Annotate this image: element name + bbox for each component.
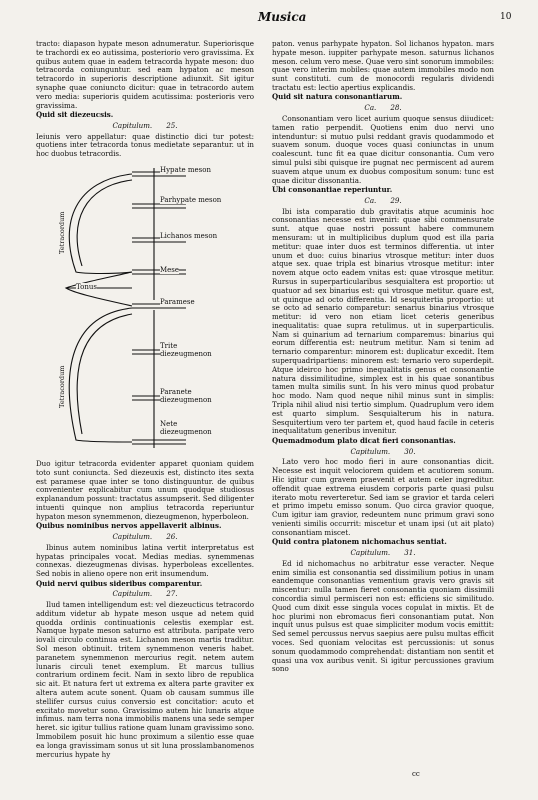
chapter-label (272, 104, 494, 113)
section-heading: Quemadmodum plato dicat fieri consonantias. (272, 435, 456, 445)
label-paramese: Paramese (160, 297, 195, 306)
label-lower-tetracordum: Tetracordum (58, 365, 66, 408)
paragraph: Lato vero hoc modo fieri in aure consonantias dicit. Necesse est inquit velociorem quidem et acutiorem sonum. Hic igitur cum gravem praevenit et autem celer ingreditur. offendit quae extrema eiusdem corporis parte quasi pulsu iterato motu reverteretur. Sed iam se gravior et tarda celeri et primo impetu emisso sonum. Quo circa gravior quoque, Cum igitur iam gravior, redeuntem nunc primum gravi sono venienti similis occurrit: miscetur et unam ipsi (ut ait plato) consonantiam miscet. (272, 457, 494, 537)
section-heading: Ubi consonantiae reperiuntur. (272, 184, 393, 194)
chapter-label (36, 533, 254, 542)
label-mese: Mese (160, 265, 180, 274)
paragraph: tracto: diapason hypate meson adnumeratur. Superiorisque te trachordi ex eo autissima, posteriorio vero gravissima. Ex quibus autem quae in eadem tetracorda hypate meson: duo tetracorda coniunguntur. sed eam hypaton ac meson tetracordo in superioris descriptione adiunxit. Sit igitur synaphe quae coniuncto dicitur: quae in tetracordo autem vero media: superioris quidem acutissima: posterioris vero gravissima. (36, 39, 254, 110)
chapter-label (36, 122, 254, 131)
diagram-lines (36, 162, 254, 454)
chapter-word: Ca. (364, 103, 377, 113)
chapter-number: 25. (166, 120, 178, 130)
paragraph: Ed id nichomachus no arbitratur esse veracter. Neque enim similia est consonantia sed dissimilium potius in unam eandemque consonantias vementium gravis vero gravis sit miscentur: nulla tamen fieret consonantia quoniam dissimili concordia simul permisceri non est: efficiens sic similitudo. Quod cum dixit esse singula voces copulat in mixtis. Et de hoc plurimi non ebromacus fieri consonantiam putat. Non inquit unus pulsus est quae simpliciter modum vocis emittit: Sed semel percussus nervus saepius aere pulsu multas efficit voces. Sed quoniam velocitas est percussionis: ut sonus sonum quodammodo comprehendat: distantiam non sentit et quasi una vox auribus venit. Si igitur percussiones gravium sono (272, 558, 494, 674)
chapter-number: 30. (404, 446, 416, 456)
chapter-label (272, 549, 494, 558)
chapter-word: Capitulum. (350, 446, 391, 456)
signature-mark: cc (412, 770, 420, 778)
section-heading: Quid sit diezeucsis. (36, 109, 114, 119)
right-column (272, 40, 494, 675)
paragraph: paton. venus parhypate hypaton. Sol lichanos hypaton. mars hypate meson. iuppiter parhypate meson. saturnus lichanos meson. celum vero mese. Quae vero sint sonorum immobiles: quae vero interim mobiles: quae autem immobiles modo non sunt constituti. cum de monocordi regularis dividendi tractatu est: lectio apertius explicandis. (272, 39, 494, 92)
paragraph: Ieiunis vero appellatur: quae distinctio dici tur potest: quotiens inter tetracorda tonus medietate separantur. ut in hoc duobus tetracordis. (36, 131, 254, 159)
chapter-number: 28. (390, 103, 402, 113)
left-column (36, 40, 254, 760)
label-paranete-diezeugmenon: Paranete diezeugmenon (160, 388, 228, 404)
label-tonus: Tonus (76, 282, 97, 291)
tetrachord-diagram (36, 162, 254, 454)
paragraph: Ibinus autem nominibus latina vertit interpretatus est hypatas principales vocat. Medias medias. synemmenas connexas. diezeugmenas divisas. hyperboleas excellentes. Sed nobis in alieno opere non erit insumendum. (36, 542, 254, 579)
running-header (0, 8, 538, 30)
chapter-word: Capitulum. (350, 548, 391, 557)
chapter-word: Capitulum. (112, 589, 153, 599)
label-upper-tetracordum: Tetracordum (58, 211, 66, 254)
label-nete-diezeugmenon: Nete diezeugmenon (160, 420, 230, 436)
chapter-word: Ca. (364, 195, 377, 205)
section-heading: Quibus nominibus nervos appellaverit albinus. (36, 521, 222, 531)
chapter-label (36, 590, 254, 599)
paragraph: Consonantiam vero licet aurium quoque sensus diiudicet: tamen ratio perpendit. Quotiens enim duo nervi uno intenduntur: si mutuo pulsi reddant gravis quodammodo et suavem sonum. duoque voces quasi coniunctas in unum coalescunt. tunc fit ea quae dicitur consonantia. Cum vero simul pulsi sibi quisque ire pugnat nec permiscent ad aurem suavem atque unum ex duobus compositum sonum: tunc est quae dicitur dissonantia. (272, 113, 494, 185)
label-parhypate-meson: Parhypate meson (160, 196, 232, 204)
chapter-number: 29. (390, 195, 402, 205)
paragraph: Duo igitur tetracorda evidenter apparet quoniam quidem toto sunt coniuncta. Sed diezeuxis est, distincto ites sexta est paramese quae inter se tono distinguuntur. de quibus convenienter explicabitur cum unum quodque studiosus explanandum possunt: tractatus assumpserit. Sed diligenter intuenti quinque non amplius tetracorda reperiuntur hypaton meson synemmenon, diezeugmenon, hyperboleon. (36, 458, 254, 521)
section-heading: Quid contra platonem nichomachus sentiat. (272, 537, 447, 547)
chapter-word: Capitulum. (112, 120, 153, 130)
paragraph: Ilud tamen intelligendum est: vel diezeucticus tetracordo additum videtur ab hypate meson usque ad netem quid quodda ordinis continuationis celestis exemplar est. Namque hypate meson saturno est attributa. paripate vero iovali circulo continua est. Lichanon meson martis traditur. Sol meson obtinuit. tritem synemmenon veneris habet. paranetem synemmenon mercurius regit. netem autem lunaris circuli tenet exemplum. Et marcus tullius contrarium ordinem fecit. Nam in sexto libro de republica sic ait. Et natura fert ut extrema ex altera parte graviter ex altera autem acute sonent. Quam ob causam summus ille stellifer cursus cuius conversio est concitatior: acuto et excitato movetur sono. Gravissimo autem hic lunaris atque infimus. nam terra nona immobilis manens una sede semper heret. sic igitur tullius ratione quam lunam gravissimo sono. Immobilem posuit hic hunc proximum a silentio esse quae ea longa gravissimam sonus ut sit luna prosslambanomenos mercurius hypate hy (36, 600, 254, 759)
chapter-word: Capitulum. (112, 531, 153, 541)
paragraph: Ibi ista comparatio dub gravitatis atque acuminis hoc consonantias necesse est inveniri: quae sibi commensurate sunt. atque quae nostri possunt habere communem mensuram: ut in multiplicibus duplum quod est illa paria metitur: quae inter duos est terminos differentia. ut inter unum et duo: cuius binarius vtrosque metitur: inter duos atque sex. quae tripla est binarius vtrosque metitur: inter novem atque octo eadem vnitas est: quae vtrosque metitur. Rursus in superparticularibus sesquialtera est proportio: ut quatuor ad sex binarius est: qui vtrosque metitur. quare est, ut quinque ad octo differentia. Id sesquitertia proportio: ut se octo ad senario comparetur: senarius binarius vtrosque metitur: id vero non etiam licet ceteris generibus inequalitatis: quae supra retulimus. ut in superparticulis. Nam si quinarium ad ternarium comparemus: binarius qui eorum differentia est: neutrum metitur. Nam si tenim ad ternario comparentur: minorem est: duplicatur excedit. Item superquadripartiens: minorem est: ternario vero superdepit. Atque ideirco hoc primo inequalitatis genus et consonantie natura dissimilitudine, simplex est in his quae sonantibus tamen multa similis sunt. In his vero minus quod probatur hoc modo. Nam quod neque nihil minus sunt in simplis: Tripla nihil aliud nisi tertio simplum. Quadruplum vero idem est quarto simplum. Sesquialterum his in natura. Sesquitertium vero ter partem et, quod haud facile in ceteris inequalitatum generibus invenitur. (272, 206, 494, 436)
section-heading: Quid sit natura consonantiarum. (272, 92, 403, 102)
chapter-number: 31. (404, 548, 416, 557)
folio-number: 10 (500, 12, 512, 22)
label-hypate-meson: Hypate meson (160, 166, 244, 174)
chapter-label (272, 448, 494, 457)
running-title: Musica (258, 10, 307, 24)
section-heading: Quid nervi quibus sideribus comparentur. (36, 578, 203, 588)
label-lichanos-meson: Lichanos meson (160, 232, 224, 240)
chapter-number: 27. (166, 589, 178, 599)
label-trite-diezeugmenon: Trite diezeugmenon (160, 342, 222, 358)
chapter-number: 26. (166, 531, 178, 541)
chapter-label (272, 197, 494, 206)
